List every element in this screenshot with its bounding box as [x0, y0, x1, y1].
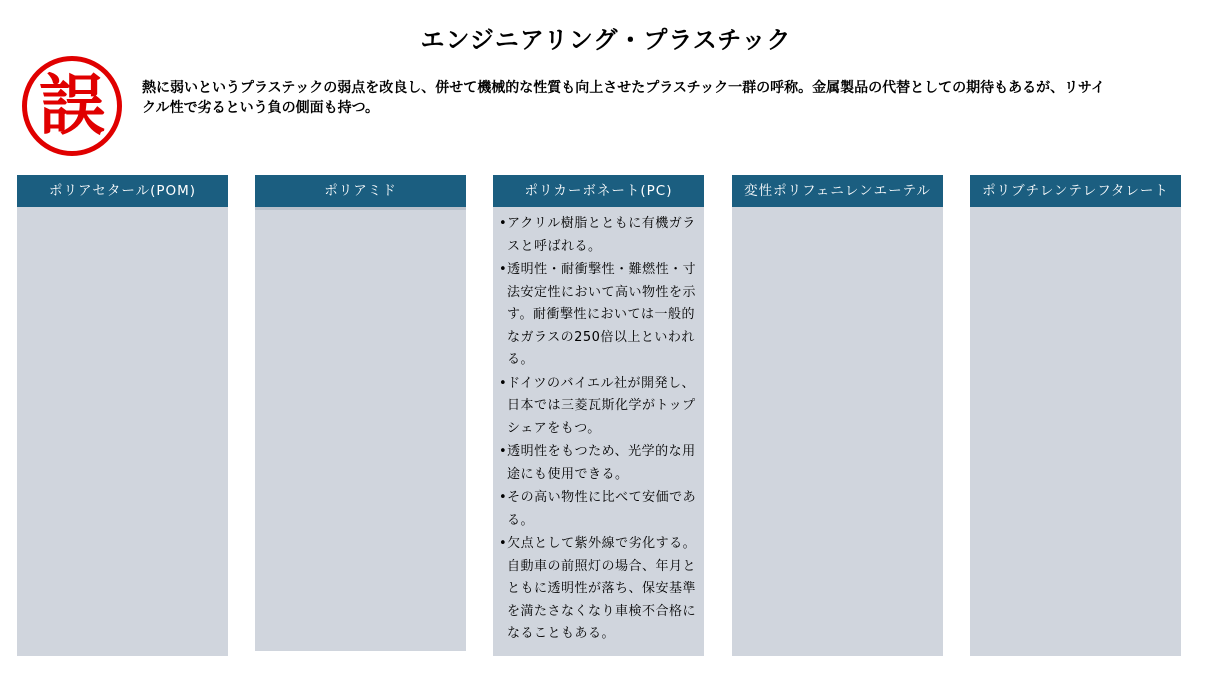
column-body-pc: [493, 207, 704, 656]
column-pc: [493, 175, 704, 656]
list-item: •アクリル樹脂とともに有機ガラスと呼ばれる。: [499, 216, 696, 254]
column-pom: [17, 175, 228, 656]
column-header-pom: ポリアセタール(POM): [17, 175, 228, 207]
column-pbt: [970, 175, 1181, 656]
list-item: •透明性をもつため、光学的な用途にも使用できる。: [499, 444, 696, 482]
column-body-pom: [17, 207, 228, 656]
column-polyamide: [255, 175, 466, 651]
column-header-polyamide: ポリアミド: [255, 175, 466, 207]
column-header-pbt: ポリブチレンテレフタレート: [970, 175, 1181, 207]
column-body-polyamide: [255, 207, 466, 651]
list-item: •透明性・耐衝撃性・難燃性・寸法安定性において高い物性を示す。耐衝撃性においては一般的なガラスの250倍以上といわれる。: [499, 262, 697, 367]
intro-text: 熱に弱いというプラステックの弱点を改良し、併せて機械的な性質も向上させたプラスチック一群の呼称。金属製品の代替としての期待もあるが、リサイクル性で劣るという負の側面も持つ。: [142, 80, 1105, 116]
error-stamp: [22, 56, 122, 156]
column-body-pbt: [970, 207, 1181, 656]
list-item: •欠点として紫外線で劣化する。自動車の前照灯の場合、年月とともに透明性が落ち、保安基準を満たさなくなり車検不合格になることもある。: [499, 536, 697, 641]
page-title: エンジニアリング・プラスチック: [420, 26, 792, 54]
list-item: •その高い物性に比べて安価である。: [499, 490, 697, 528]
column-header-pc: ポリカーボネート(PC): [493, 175, 704, 207]
column-header-modified-ppe: 変性ポリフェニレンエーテル: [732, 175, 943, 207]
column-modified-ppe: [732, 175, 943, 656]
error-stamp-text: 誤: [39, 67, 105, 144]
pc-bullet-list: [493, 207, 704, 653]
list-item: •ドイツのバイエル社が開発し、日本では三菱瓦斯化学がトップシェアをもつ。: [499, 375, 696, 436]
column-body-modified-ppe: [732, 207, 943, 656]
